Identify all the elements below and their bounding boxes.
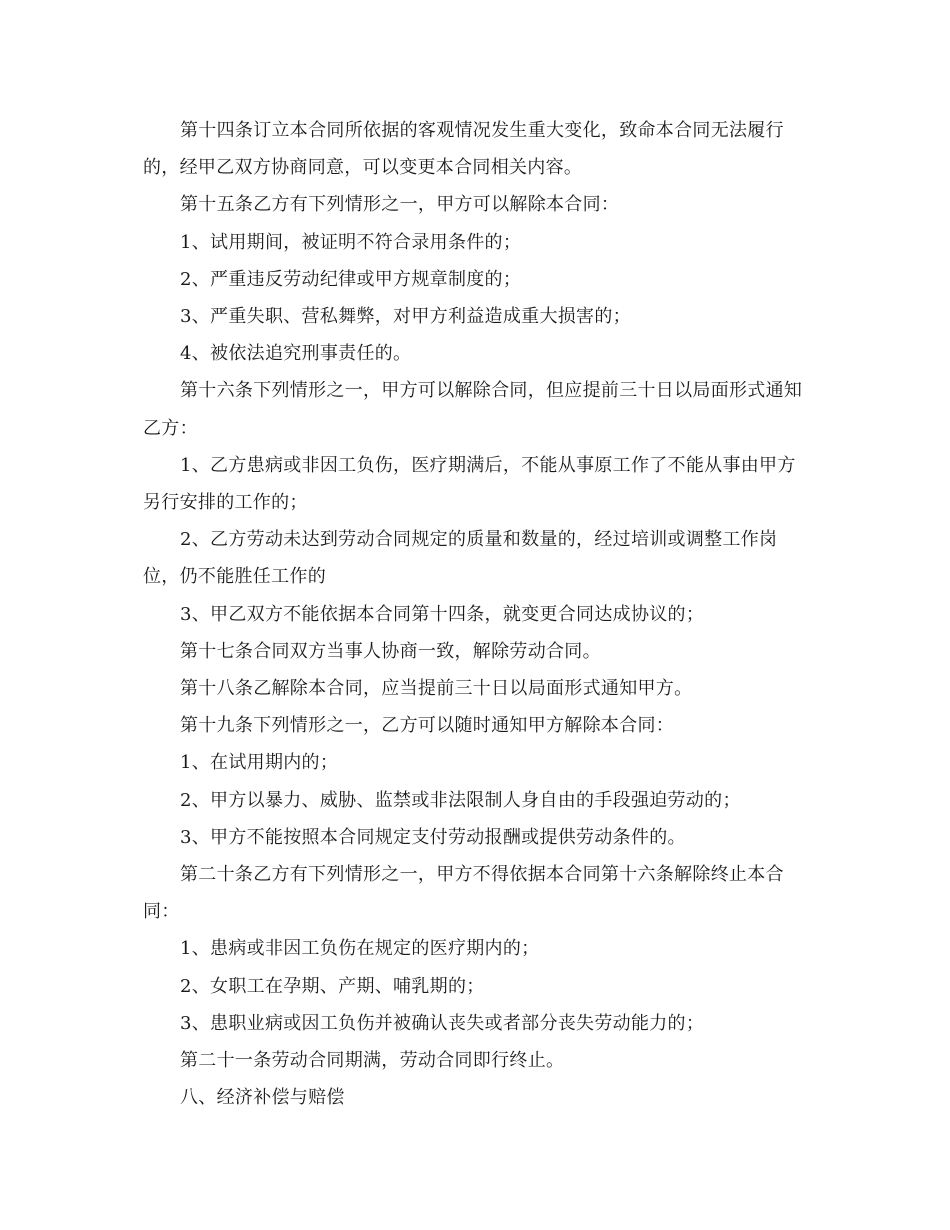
clause-15-item-1: 1、试用期间，被证明不符合录用条件的；: [180, 231, 522, 253]
clause-20-item-3: 3、患职业病或因工负伤并被确认丧失或者部分丧失劳动能力的；: [180, 1012, 705, 1034]
clause-16-item-3: 3、甲乙双方不能依据本合同第十四条，就变更合同达成协议的；: [180, 603, 705, 625]
clause-19-item-2: 2、甲方以暴力、威胁、监禁或非法限制人身自由的手段强迫劳动的；: [180, 789, 741, 811]
clause-19-item-1: 1、在试用期内的；: [180, 752, 339, 774]
clause-20: 第二十条乙方有下列情形之一，甲方不得依据本合同第十六条解除终止本合同：: [143, 864, 784, 923]
clause-18: 第十八条乙解除本合同，应当提前三十日以局面形式通知甲方。: [180, 678, 693, 700]
clause-21: 第二十一条劳动合同期满，劳动合同即行终止。: [180, 1050, 565, 1072]
document-page: [143, 112, 809, 1116]
section-heading-compensation: 八、经济补偿与赔偿: [180, 1087, 345, 1109]
clause-17: 第十七条合同双方当事人协商一致，解除劳动合同。: [180, 640, 601, 662]
clause-19: 第十九条下列情形之一，乙方可以随时通知甲方解除本合同：: [180, 715, 675, 737]
clause-20-item-2: 2、女职工在孕期、产期、哺乳期的；: [180, 975, 485, 997]
clause-19-item-3: 3、甲方不能按照本合同规定支付劳动报酬或提供劳动条件的。: [180, 826, 686, 848]
clause-20-item-1: 1、患病或非因工负伤在规定的医疗期内的；: [180, 938, 540, 960]
clause-16: 第十六条下列情形之一，甲方可以解除合同，但应提前三十日以局面形式通知乙方：: [143, 380, 803, 439]
clause-15-item-2: 2、严重违反劳动纪律或甲方规章制度的；: [180, 268, 522, 290]
clause-15: 第十五条乙方有下列情形之一，甲方可以解除本合同：: [180, 194, 620, 216]
clause-15-item-3: 3、严重失职、营私舞弊，对甲方利益造成重大损害的；: [180, 306, 631, 328]
clause-15-item-4: 4、被依法追究刑事责任的。: [180, 343, 412, 365]
clause-16-item-2: 2、乙方劳动未达到劳动合同规定的质量和数量的，经过培训或调整工作岗位，仍不能胜任工作的: [143, 529, 778, 588]
clause-14: 第十四条订立本合同所依据的客观情况发生重大变化，致命本合同无法履行的，经甲乙双方协商同意，可以变更本合同相关内容。: [143, 120, 784, 179]
clause-16-item-1: 1、乙方患病或非因工负伤，医疗期满后，不能从事原工作了不能从事由甲方另行安排的工作的；: [143, 454, 796, 514]
